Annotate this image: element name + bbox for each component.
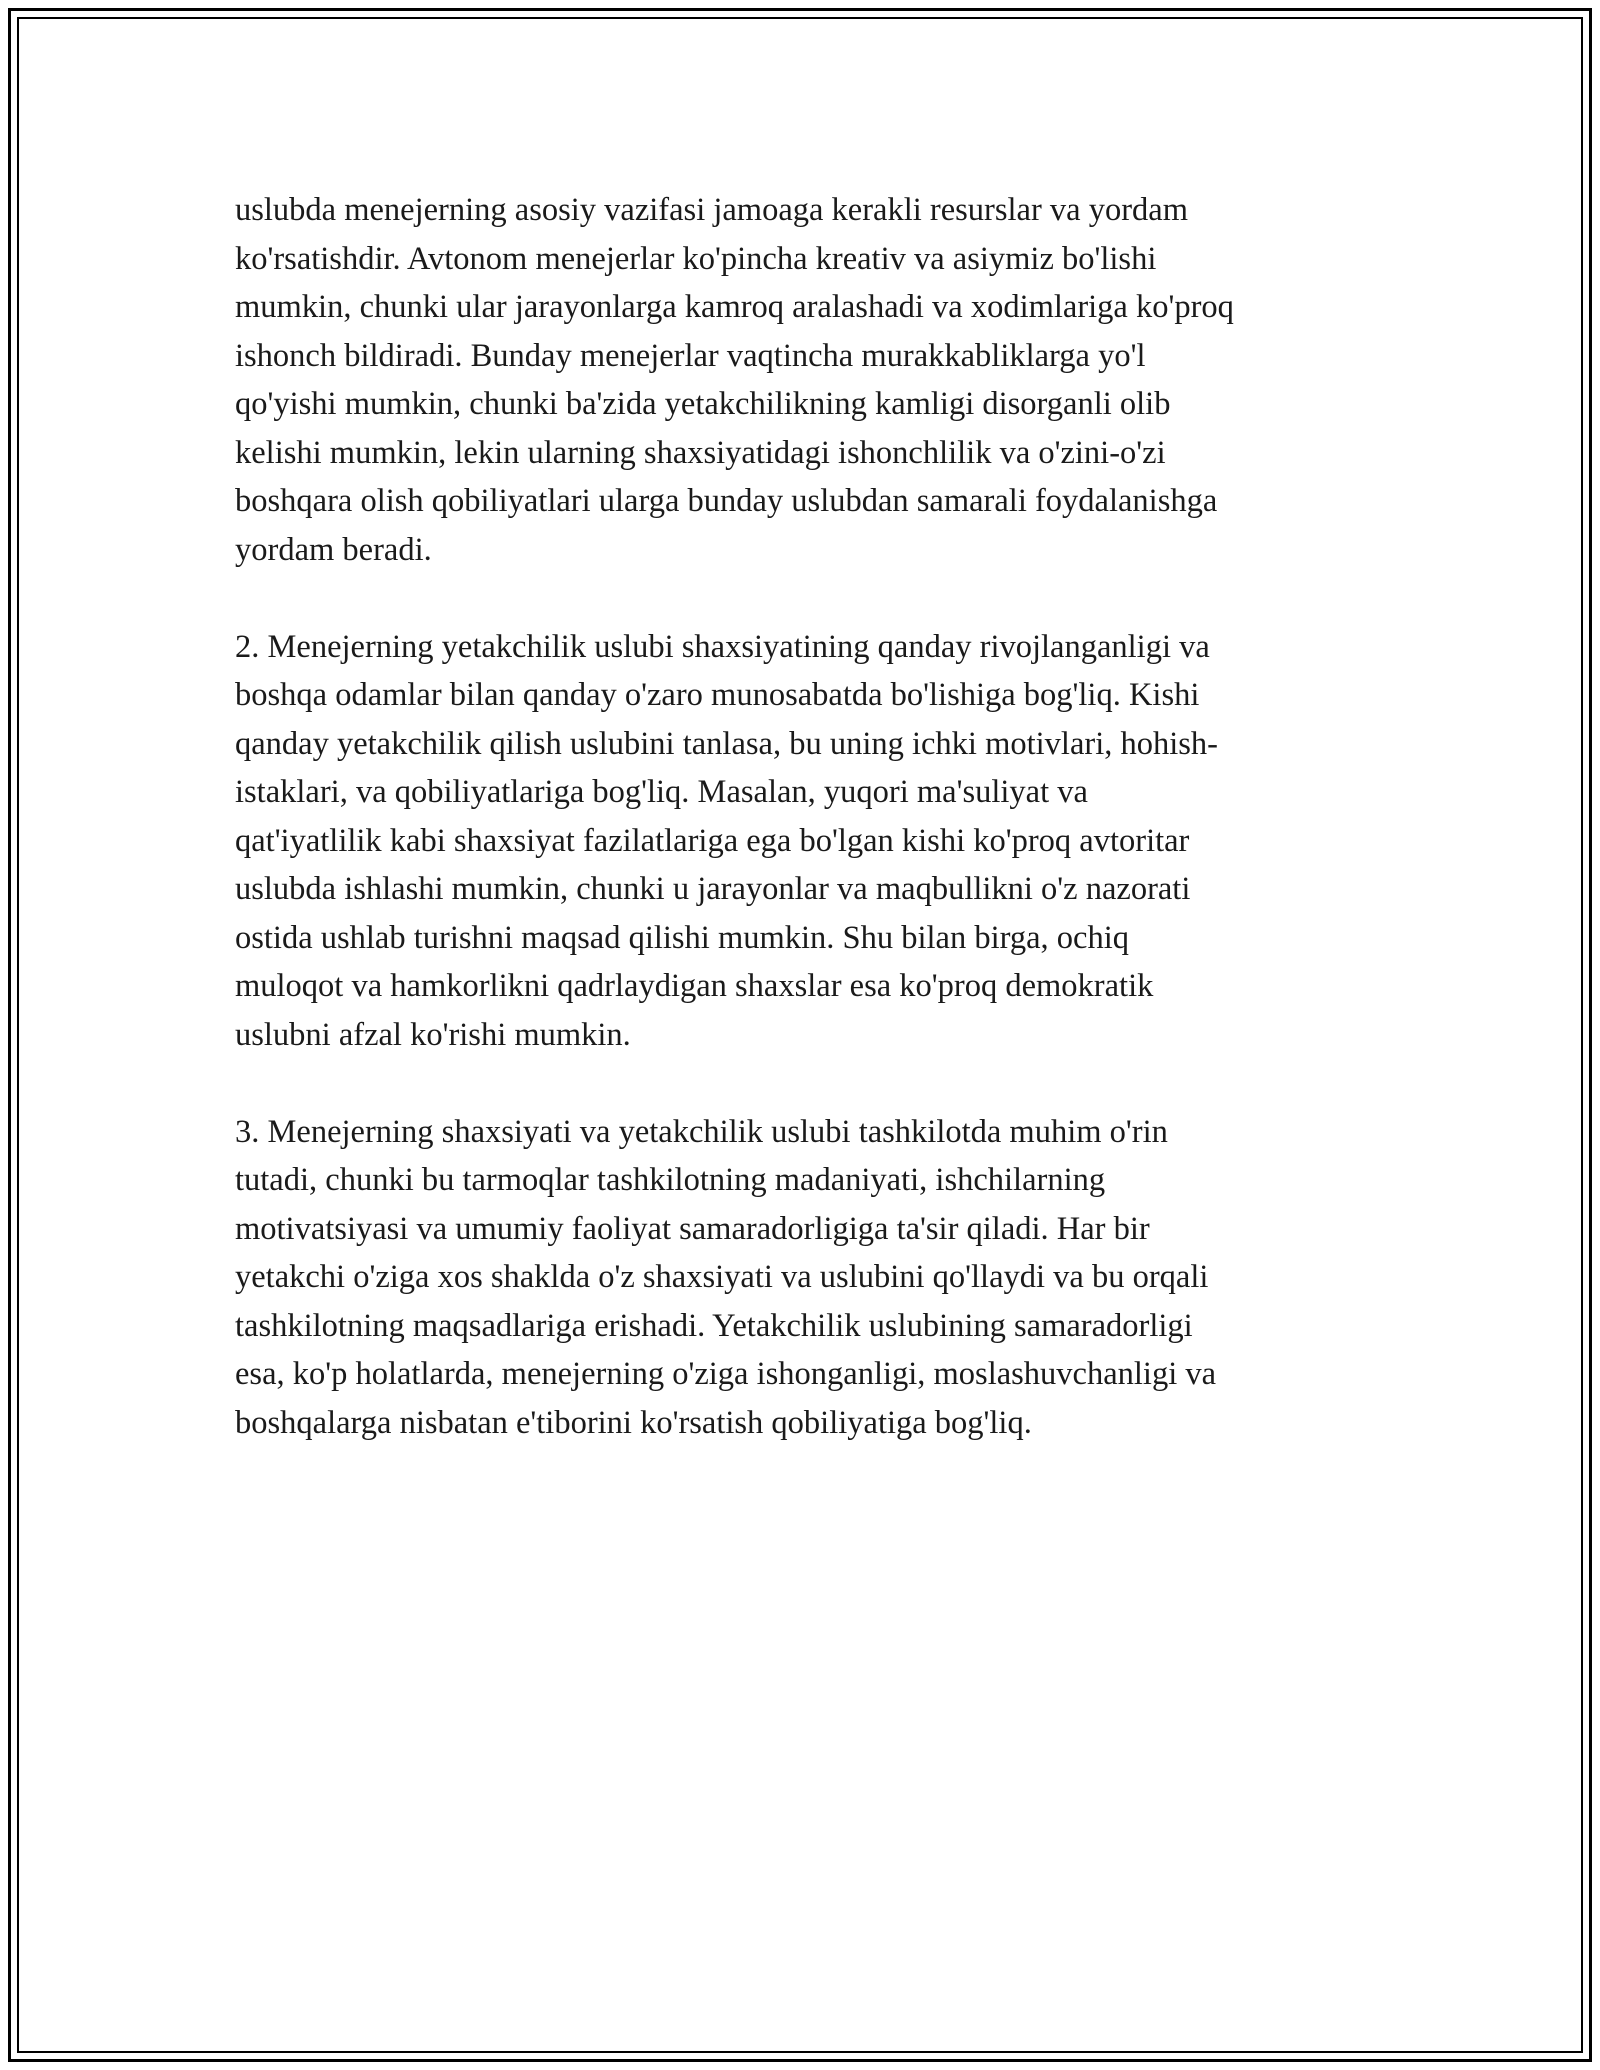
document-body bbox=[235, 186, 1385, 1496]
paragraph-continuation: uslubda menejerning asosiy vazifasi jamoaga kerakli resurslar va yordam ko'rsatishdir. Avtonom menejerlar ko'pincha kreativ va asiymiz bo'lishi mumkin, chunki ular jarayonlarga kamroq aralashadi va xodimlariga ko'proq ishonch bildiradi. Bunday menejerlar vaqtincha murakkabliklarga yo'l qo'yishi mumkin, chunki ba'zida yetakchilikning kamligi disorganli olib kelishi mumkin, lekin ularning shaxsiyatidagi ishonchlilik va o'zini-o'zi boshqara olish qobiliyatlari ularga bunday uslubdan samarali foydalanishga yordam beradi. bbox=[235, 192, 1234, 568]
paragraph-point-3: 3. Menejerning shaxsiyati va yetakchilik uslubi tashkilotda muhim o'rin tutadi, chunki bu tarmoqlar tashkilotning madaniyati, ishchilarning motivatsiyasi va umumiy faoliyat samaradorligiga ta'sir qiladi. Har bir yetakchi o'ziga xos shaklda o'z shaxsiyati va uslubini qo'llaydi va bu orqali tashkilotning maqsadlariga erishadi. Yetakchilik uslubining samaradorligi esa, ko'p holatlarda, menejerning o'ziga ishonganligi, moslashuvchanligi va boshqalarga nisbatan e'tiborini ko'rsatish qobiliyatiga bog'liq. bbox=[235, 1113, 1217, 1441]
paragraph-point-2: 2. Menejerning yetakchilik uslubi shaxsiyatining qanday rivojlanganligi va boshqa odamlar bilan qanday o'zaro munosabatda bo'lishiga bog'liq. Kishi qanday yetakchilik qilish uslubini tanlasa, bu uning ichki motivlari, hohish- istaklari, va qobiliyatlariga bog'liq. Masalan, yuqori ma'suliyat va qat'iyatlilik kabi shaxsiyat fazilatlariga ega bo'lgan kishi ko'proq avtoritar uslubda ishlashi mumkin, chunki u jarayonlar va maqbullikni o'z nazorati ostida ushlab turishni maqsad qilishi mumkin. Shu bilan birga, ochiq muloqot va hamkorlikni qadrlaydigan shaxslar esa ko'proq demokratik uslubni afzal ko'rishi mumkin. bbox=[235, 628, 1218, 1053]
